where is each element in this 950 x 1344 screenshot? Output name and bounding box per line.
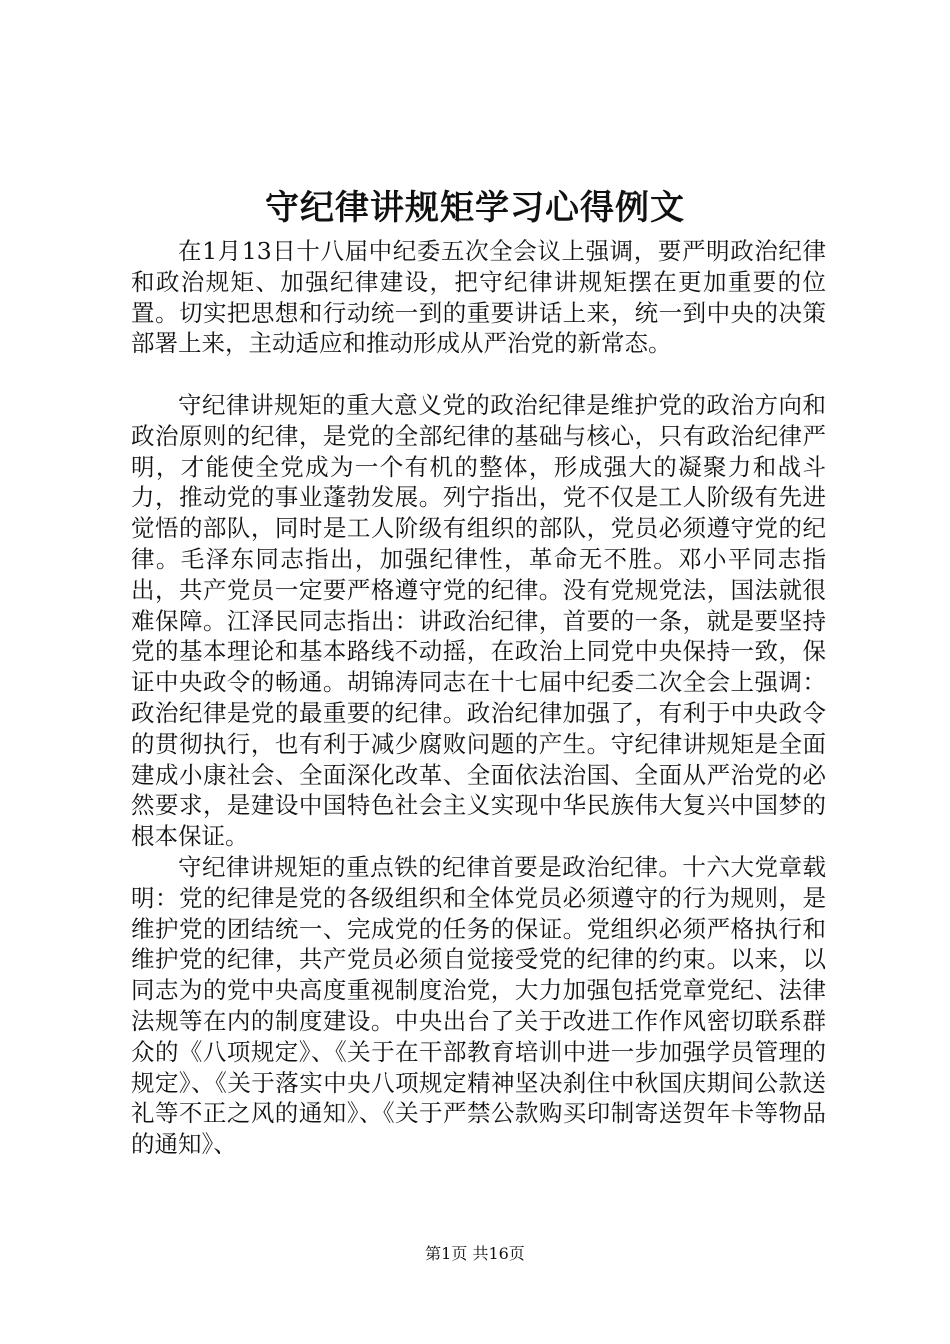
paragraph-2: 守纪律讲规矩的重大意义党的政治纪律是维护党的政治方向和政治原则的纪律，是党的全部纪律的基础与核心，只有政治纪律严明，才能使全党成为一个有机的整体，形成强大的凝聚力和战斗力，推动党的事业蓬勃发展。列宁指出，党不仅是工人阶级有先进觉悟的部队，同时是工人阶级有组织的部队，党员必须遵守党的纪律。毛泽东同志指出，加强纪律性，革命无不胜。邓小平同志指出，共产党员一定要严格遵守党的纪律。没有党规党法，国法就很难保障。江泽民同志指出：讲政治纪律，首要的一条，就是要坚持党的基本理论和基本路线不动摇，在政治上同党中央保持一致，保证中央政令的畅通。胡锦涛同志在十七届中纪委二次全会上强调：政治纪律是党的最重要的纪律。政治纪律加强了，有利于中央政令的贯彻执行，也有利于减少腐败问题的产生。守纪律讲规矩是全面建成小康社会、全面深化改革、全面依法治国、全面从严治党的必然要求，是建设中国特色社会主义实现中华民族伟大复兴中国梦的根本保证。	[131, 390, 826, 851]
paragraph-1: 在1月13日十八届中纪委五次全会议上强调，要严明政治纪律和政治规矩、加强纪律建设，把守纪律讲规矩摆在更加重要的位置。切实把思想和行动统一到的重要讲话上来，统一到中央的决策部署上来，主动适应和推动形成从严治党的新常态。	[131, 237, 826, 358]
paragraph-3: 守纪律讲规矩的重点铁的纪律首要是政治纪律。十六大党章载明：党的纪律是党的各级组织和全体党员必须遵守的行为规则，是维护党的团结统一、完成党的任务的保证。党组织必须严格执行和维护党的纪律，共产党员必须自觉接受党的纪律的约束。以来，以同志为的党中央高度重视制度治党，大力加强包括党章党纪、法律法规等在内的制度建设。中央出台了关于改进工作作风密切联系群众的《八项规定》、《关于在干部教育培训中进一步加强学员管理的规定》、《关于落实中央八项规定精神坚决刹住中秋国庆期间公款送礼等不正之风的通知》、《关于严禁公款购买印制寄送贺年卡等物品的通知》、	[131, 852, 826, 1159]
document-title: 守纪律讲规矩学习心得例文	[265, 188, 685, 228]
document-body	[131, 236, 826, 1160]
page-footer: 第1页 共16页	[425, 1244, 525, 1263]
